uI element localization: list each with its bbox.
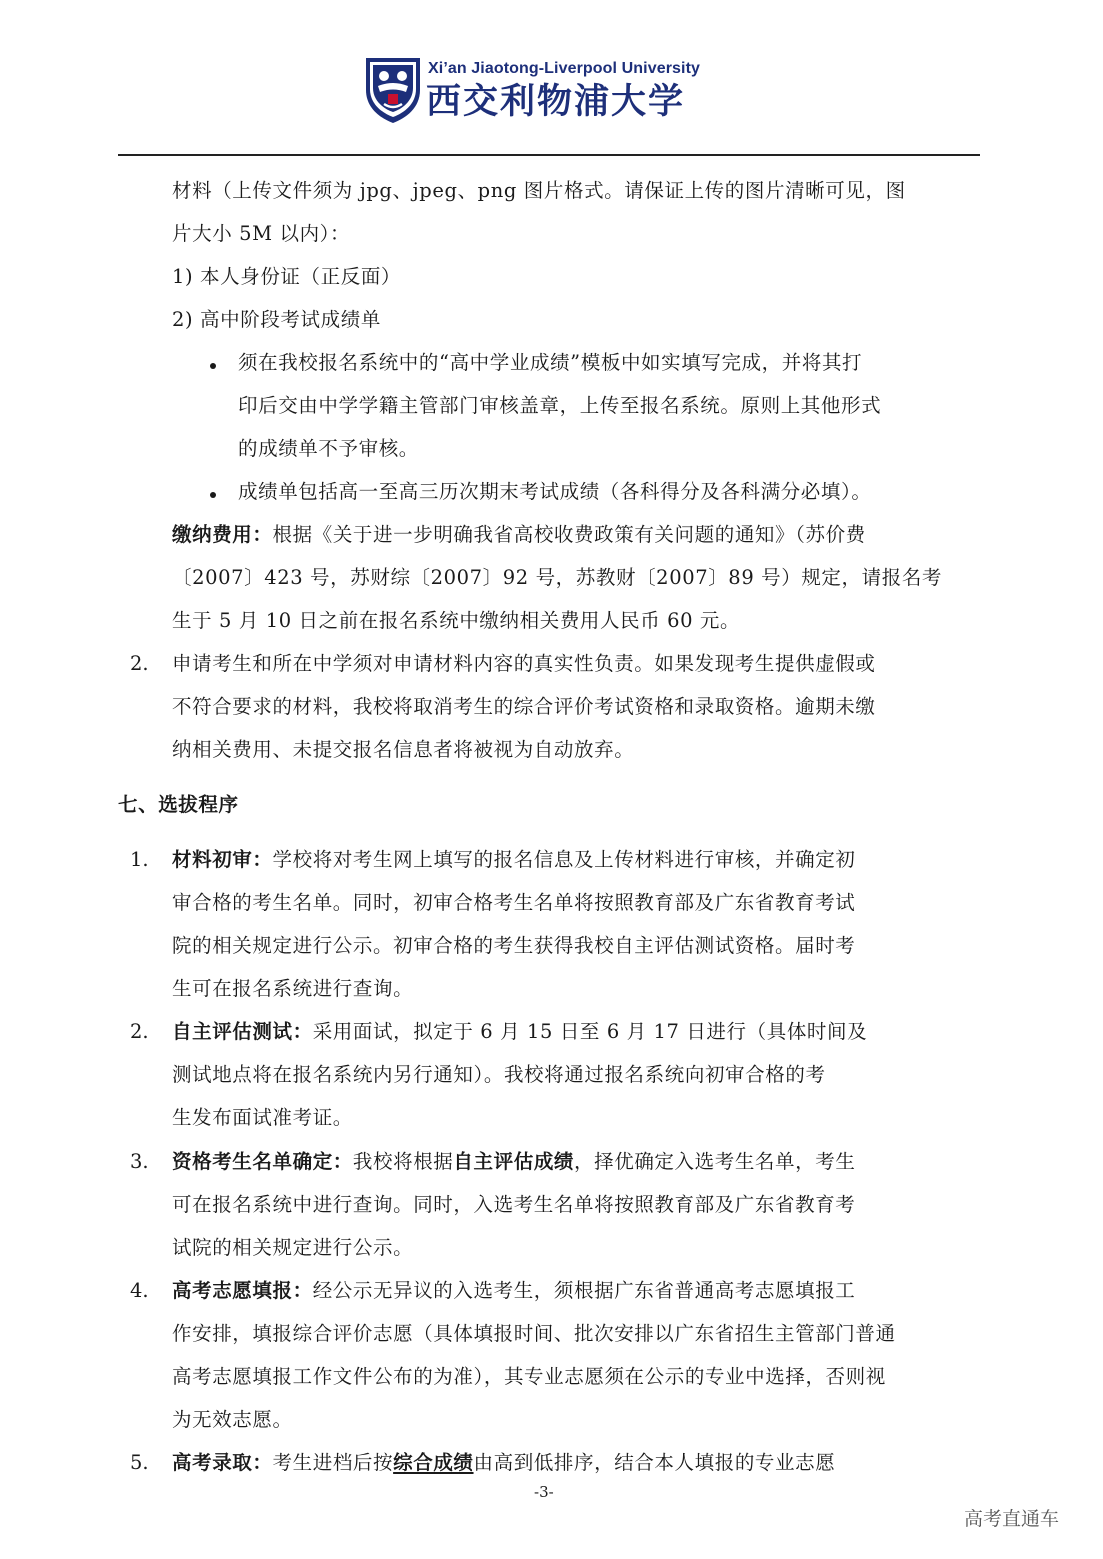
text-line: 审合格的考生名单。同时，初审合格考生名单将按照教育部及广东省教育考试 <box>172 891 856 914</box>
list-number: 5. <box>130 1451 149 1474</box>
text-line: 高考录取：考生进档后按综合成绩由高到低排序，结合本人填报的专业志愿 <box>172 1451 836 1474</box>
text-line: 资格考生名单确定：我校将根据自主评估成绩，择优确定入选考生名单，考生 <box>172 1150 856 1173</box>
text-line: 测试地点将在报名系统内另行通知）。我校将通过报名系统向初审合格的考 <box>172 1063 826 1086</box>
text-line: 作安排，填报综合评价志愿（具体填报时间、批次安排以广东省招生主管部门普通 <box>172 1322 896 1345</box>
text-line: 生于 5 月 10 日之前在报名系统中缴纳相关费用人民币 60 元。 <box>172 609 741 632</box>
section-heading: 七、选拔程序 <box>118 793 239 816</box>
list-number: 1. <box>130 848 149 871</box>
text-line: 材料（上传文件须为 jpg、jpeg、png 图片格式。请保证上传的图片清晰可见，图 <box>172 179 906 202</box>
text-line: 纳相关费用、未提交报名信息者将被视为自动放弃。 <box>172 738 635 761</box>
page-number: -3- <box>534 1483 554 1501</box>
header-divider <box>118 154 980 156</box>
watermark-text: 高考直通车 <box>964 1508 1060 1530</box>
fee-label: 缴纳费用： <box>172 523 273 546</box>
text-line: 高考志愿填报：经公示无异议的入选考生，须根据广东省普通高考志愿填报工 <box>172 1279 856 1302</box>
text-line: 片大小 5M 以内）： <box>172 222 351 245</box>
university-crest-icon <box>364 56 422 124</box>
list-number: 4. <box>130 1279 149 1302</box>
text-line: 的成绩单不予审核。 <box>238 437 419 460</box>
text-line: 缴纳费用：根据《关于进一步明确我省高校收费政策有关问题的通知》（苏价费 <box>172 523 866 546</box>
text-line: 可在报名系统中进行查询。同时，入选考生名单将按照教育部及广东省教育考 <box>172 1193 856 1216</box>
university-name-en: Xi’an Jiaotong-Liverpool University <box>428 60 700 77</box>
university-name-cn: 西交利物浦大学 <box>426 82 686 122</box>
text-line: 须在我校报名系统中的“高中学业成绩”模板中如实填写完成，并将其打 <box>238 351 863 374</box>
text-line: 〔2007〕423 号，苏财综〔2007〕92 号，苏教财〔2007〕89 号）规定，请报名考 <box>172 566 943 589</box>
text-line: 成绩单包括高一至高三历次期末考试成绩（各科得分及各科满分必填）。 <box>238 480 872 503</box>
bullet-icon <box>210 363 216 369</box>
text-line: 申请考生和所在中学须对申请材料内容的真实性负责。如果发现考生提供虚假或 <box>172 652 876 675</box>
text-line: 生发布面试准考证。 <box>172 1106 353 1129</box>
list-number: 3. <box>130 1150 149 1173</box>
list-number: 2. <box>130 652 149 675</box>
list-item: 1) 本人身份证（正反面） <box>172 265 402 288</box>
bullet-icon <box>210 492 216 498</box>
text-line: 为无效志愿。 <box>172 1408 293 1431</box>
text-line: 印后交由中学学籍主管部门审核盖章，上传至报名系统。原则上其他形式 <box>238 394 882 417</box>
list-item: 2) 高中阶段考试成绩单 <box>172 308 381 331</box>
text-line: 生可在报名系统进行查询。 <box>172 977 414 1000</box>
text-line: 不符合要求的材料，我校将取消考生的综合评价考试资格和录取资格。逾期未缴 <box>172 695 876 718</box>
text-line: 材料初审：学校将对考生网上填写的报名信息及上传材料进行审核，并确定初 <box>172 848 856 871</box>
text-line: 高考志愿填报工作文件公布的为准），其专业志愿须在公示的专业中选择，否则视 <box>172 1365 886 1388</box>
list-number: 2. <box>130 1020 149 1043</box>
page-header <box>364 56 724 128</box>
text-line: 自主评估测试：采用面试，拟定于 6 月 15 日至 6 月 17 日进行（具体时间及 <box>172 1020 868 1043</box>
text-line: 试院的相关规定进行公示。 <box>172 1236 414 1259</box>
text-line: 院的相关规定进行公示。初审合格的考生获得我校自主评估测试资格。届时考 <box>172 934 856 957</box>
